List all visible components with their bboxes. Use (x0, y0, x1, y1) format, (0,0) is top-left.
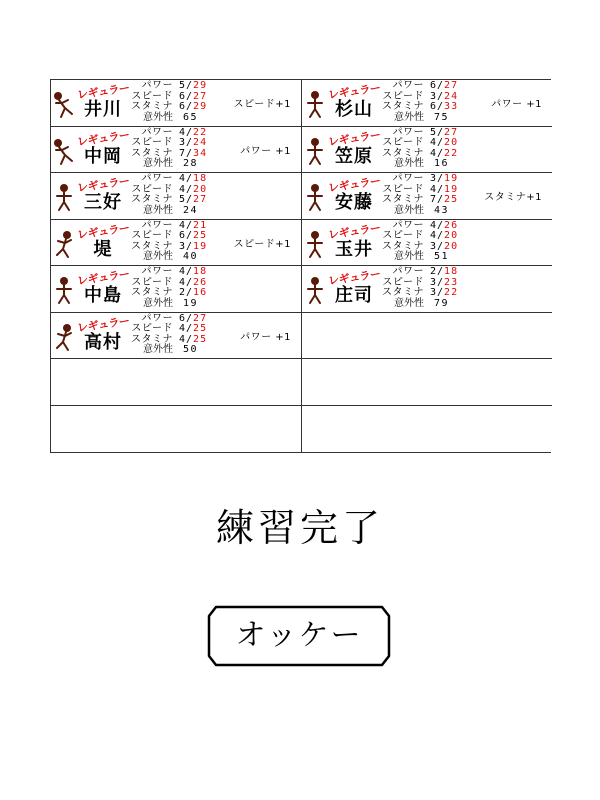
surprise-label: 意外性 (143, 158, 173, 169)
stat-row (129, 102, 207, 113)
stat-cap: 24 (444, 90, 459, 102)
stat-label: スタミナ (382, 101, 424, 112)
stat-row-surprise (129, 252, 207, 263)
training-bonus: スピード+1 (233, 99, 291, 110)
stat-current: 5/ (179, 80, 194, 91)
stat-current: 7/ (430, 194, 445, 205)
stat-label: スタミナ (382, 194, 424, 205)
stat-current: 4/ (179, 276, 194, 288)
stat-current: 3/ (430, 240, 445, 252)
empty-slot (302, 359, 552, 406)
stat-current: 3/ (179, 240, 194, 252)
player-figure-icon (52, 276, 76, 306)
regular-badge: レギュラー (327, 174, 382, 195)
stat-current: 5/ (179, 194, 194, 205)
stat-value (179, 288, 207, 299)
stat-label: スピード (131, 323, 173, 334)
stat-cap: 22 (193, 126, 208, 138)
player-name: 中島 (84, 285, 122, 306)
surprise-label: 意外性 (394, 204, 424, 216)
ok-button-label: オッケー (235, 618, 363, 653)
surprise-label: 意外性 (394, 158, 424, 169)
surprise-value: 51 (434, 251, 450, 262)
stat-label: スピード (131, 276, 173, 288)
stat-label: スピード (382, 90, 424, 102)
stat-cap: 18 (444, 266, 459, 277)
training-bonus: パワー +1 (240, 331, 291, 343)
stat-row-surprise (380, 252, 458, 263)
stat-current: 3/ (430, 173, 445, 184)
stat-cap: 27 (193, 312, 208, 324)
stat-cap: 34 (193, 147, 208, 159)
stat-label: パワー (141, 80, 173, 91)
stat-row-surprise (380, 206, 458, 217)
stat-cap: 20 (444, 137, 459, 148)
stat-row-surprise (380, 113, 458, 124)
stat-current: 4/ (179, 266, 194, 277)
player-stats (380, 128, 458, 170)
player-stats (380, 81, 458, 123)
stat-label: スタミナ (382, 147, 424, 159)
surprise-label: 意外性 (394, 297, 424, 309)
stat-cap: 27 (193, 90, 208, 102)
stat-current: 2/ (179, 287, 194, 298)
stat-row (380, 195, 458, 206)
surprise-value: 79 (434, 297, 450, 309)
surprise-value: 28 (183, 158, 199, 169)
training-bonus: スタミナ+1 (484, 192, 542, 203)
stat-row-surprise (129, 299, 207, 310)
surprise-value: 50 (183, 344, 199, 355)
stat-cap: 25 (193, 333, 208, 345)
player-card[interactable] (302, 80, 552, 127)
player-name: 高村 (84, 331, 122, 353)
player-figure-icon (303, 276, 327, 306)
stat-row (380, 288, 458, 299)
stat-cap: 20 (444, 230, 459, 241)
stat-cap: 33 (444, 101, 459, 112)
player-card[interactable] (51, 266, 301, 313)
stat-cap: 27 (193, 194, 208, 205)
stat-cap: 26 (444, 219, 459, 231)
stat-current: 6/ (179, 230, 194, 241)
surprise-label: 意外性 (143, 111, 173, 123)
stat-row-surprise (129, 206, 207, 217)
regular-badge: レギュラー (327, 267, 382, 288)
stat-label: スピード (382, 183, 424, 195)
stat-label: パワー (392, 126, 424, 138)
player-card[interactable] (51, 80, 301, 127)
player-card[interactable] (302, 266, 552, 313)
stat-current: 4/ (430, 183, 445, 195)
stat-row-surprise (129, 113, 207, 124)
stat-cap: 25 (444, 194, 459, 205)
player-figure-icon (52, 137, 76, 167)
player-name: 笠原 (335, 145, 373, 167)
surprise-value: 16 (434, 158, 450, 169)
stat-cap: 25 (193, 323, 208, 334)
stat-value (430, 288, 458, 299)
stat-label: パワー (392, 219, 424, 231)
player-stats (129, 314, 207, 356)
stat-label: スピード (131, 230, 173, 241)
player-name: 安藤 (335, 192, 373, 213)
surprise-value: 24 (183, 204, 199, 216)
stat-row-surprise (380, 159, 458, 170)
player-name: 玉井 (335, 238, 373, 260)
stat-current: 4/ (179, 333, 194, 345)
empty-slot (302, 313, 552, 360)
stat-cap: 26 (193, 276, 208, 288)
stat-label: パワー (141, 219, 173, 231)
regular-badge: レギュラー (327, 81, 382, 102)
practice-complete-title: 練習完了 (215, 506, 384, 550)
player-stats (129, 221, 207, 263)
stat-cap: 22 (444, 287, 459, 298)
stat-current: 6/ (179, 90, 194, 102)
stat-current: 3/ (179, 137, 194, 148)
stat-cap: 19 (444, 173, 459, 184)
training-bonus: パワー +1 (240, 145, 291, 157)
stat-label: パワー (392, 266, 424, 277)
player-card[interactable] (302, 220, 552, 267)
surprise-value: 40 (183, 251, 199, 262)
stat-current: 4/ (179, 183, 194, 195)
player-name: 井川 (84, 99, 122, 120)
stat-current: 4/ (179, 219, 194, 231)
stat-value (430, 102, 458, 113)
player-name: 杉山 (335, 99, 373, 120)
training-bonus: スピード+1 (233, 238, 291, 250)
training-bonus: パワー +1 (491, 99, 542, 110)
player-name: 中岡 (84, 145, 122, 167)
stat-label: パワー (392, 173, 424, 184)
surprise-label: 意外性 (143, 251, 173, 262)
player-figure-icon (303, 183, 327, 213)
stat-label: パワー (141, 173, 173, 184)
surprise-label: 意外性 (143, 344, 173, 355)
stat-row-surprise (129, 345, 207, 356)
regular-badge: レギュラー (76, 81, 131, 102)
player-stats (380, 174, 458, 216)
stat-cap: 21 (193, 219, 208, 231)
player-card[interactable] (51, 173, 301, 220)
stat-current: 4/ (430, 219, 445, 231)
surprise-value: 19 (183, 297, 199, 309)
stat-label: スピード (131, 90, 173, 102)
player-card[interactable] (302, 173, 552, 220)
stat-cap: 20 (193, 183, 208, 195)
stat-label: スタミナ (131, 194, 173, 205)
surprise-label: 意外性 (143, 204, 173, 216)
player-figure-icon (303, 137, 327, 167)
ok-button[interactable] (206, 604, 392, 668)
stat-label: パワー (392, 80, 424, 91)
stat-label: スピード (131, 137, 173, 148)
regular-badge: レギュラー (327, 220, 382, 242)
surprise-label: 意外性 (143, 297, 173, 309)
stat-row-surprise (129, 159, 207, 170)
regular-badge: レギュラー (76, 127, 131, 149)
stat-cap: 27 (444, 80, 459, 91)
stat-cap: 16 (193, 287, 208, 298)
stat-cap: 29 (193, 80, 208, 91)
practice-roster-grid (50, 79, 551, 453)
player-name: 三好 (84, 192, 122, 213)
stat-current: 3/ (430, 287, 445, 298)
regular-badge: レギュラー (327, 127, 382, 149)
stat-current: 2/ (430, 266, 445, 277)
stat-current: 5/ (430, 126, 445, 138)
stat-current: 4/ (430, 230, 445, 241)
stat-cap: 22 (444, 147, 459, 159)
regular-badge: レギュラー (76, 267, 131, 288)
empty-slot (51, 359, 301, 406)
stat-current: 6/ (430, 101, 445, 112)
stat-current: 6/ (179, 101, 194, 112)
player-figure-icon (52, 183, 76, 213)
player-stats (129, 267, 207, 309)
player-card[interactable] (51, 313, 301, 360)
player-figure-icon (303, 90, 327, 120)
player-name: 堤 (93, 238, 113, 260)
stat-label: パワー (141, 312, 173, 324)
stat-current: 4/ (179, 173, 194, 184)
stat-current: 4/ (179, 323, 194, 334)
surprise-value: 75 (434, 111, 450, 123)
stat-value (430, 195, 458, 206)
stat-label: スピード (382, 276, 424, 288)
player-stats (380, 267, 458, 309)
stat-label: スタミナ (382, 240, 424, 252)
stat-current: 3/ (430, 276, 445, 288)
player-name: 庄司 (335, 285, 373, 306)
stat-cap: 18 (193, 266, 208, 277)
stat-label: パワー (141, 266, 173, 277)
player-stats (129, 128, 207, 170)
stat-label: スタミナ (131, 101, 173, 112)
stat-cap: 25 (193, 230, 208, 241)
regular-badge: レギュラー (76, 313, 131, 335)
surprise-value: 43 (434, 204, 450, 216)
stat-current: 4/ (179, 126, 194, 138)
surprise-label: 意外性 (394, 251, 424, 262)
stat-label: スタミナ (131, 147, 173, 159)
empty-slot (302, 406, 552, 453)
stat-label: パワー (141, 126, 173, 138)
stat-current: 7/ (179, 147, 194, 159)
stat-cap: 23 (444, 276, 459, 288)
stat-current: 4/ (430, 137, 445, 148)
stat-row (380, 102, 458, 113)
stat-current: 6/ (430, 80, 445, 91)
stat-label: スピード (382, 230, 424, 241)
stat-value (179, 195, 207, 206)
stat-row (129, 195, 207, 206)
stat-cap: 18 (193, 173, 208, 184)
stat-label: スピード (131, 183, 173, 195)
stat-row (129, 288, 207, 299)
stat-cap: 19 (193, 240, 208, 252)
stat-cap: 24 (193, 137, 208, 148)
player-stats (129, 81, 207, 123)
surprise-value: 65 (183, 111, 199, 123)
regular-badge: レギュラー (76, 220, 131, 242)
stat-cap: 27 (444, 126, 459, 138)
stat-row-surprise (380, 299, 458, 310)
stat-cap: 20 (444, 240, 459, 252)
player-card[interactable] (51, 220, 301, 267)
stat-label: スタミナ (131, 240, 173, 252)
stat-current: 3/ (430, 90, 445, 102)
stat-current: 4/ (430, 147, 445, 159)
player-figure-icon (52, 323, 76, 353)
regular-badge: レギュラー (76, 174, 131, 195)
stat-label: スタミナ (131, 333, 173, 345)
empty-slot (51, 406, 301, 453)
player-card[interactable] (302, 127, 552, 174)
stat-current: 6/ (179, 312, 194, 324)
stat-cap: 29 (193, 101, 208, 112)
player-stats (380, 221, 458, 263)
player-figure-icon (52, 230, 76, 260)
stat-label: スタミナ (382, 287, 424, 298)
stat-cap: 19 (444, 183, 459, 195)
stat-value (179, 102, 207, 113)
stat-label: スタミナ (131, 287, 173, 298)
player-figure-icon (303, 230, 327, 260)
player-stats (129, 174, 207, 216)
player-card[interactable] (51, 127, 301, 174)
surprise-label: 意外性 (394, 111, 424, 123)
stat-label: スピード (382, 137, 424, 148)
player-figure-icon (52, 90, 76, 120)
